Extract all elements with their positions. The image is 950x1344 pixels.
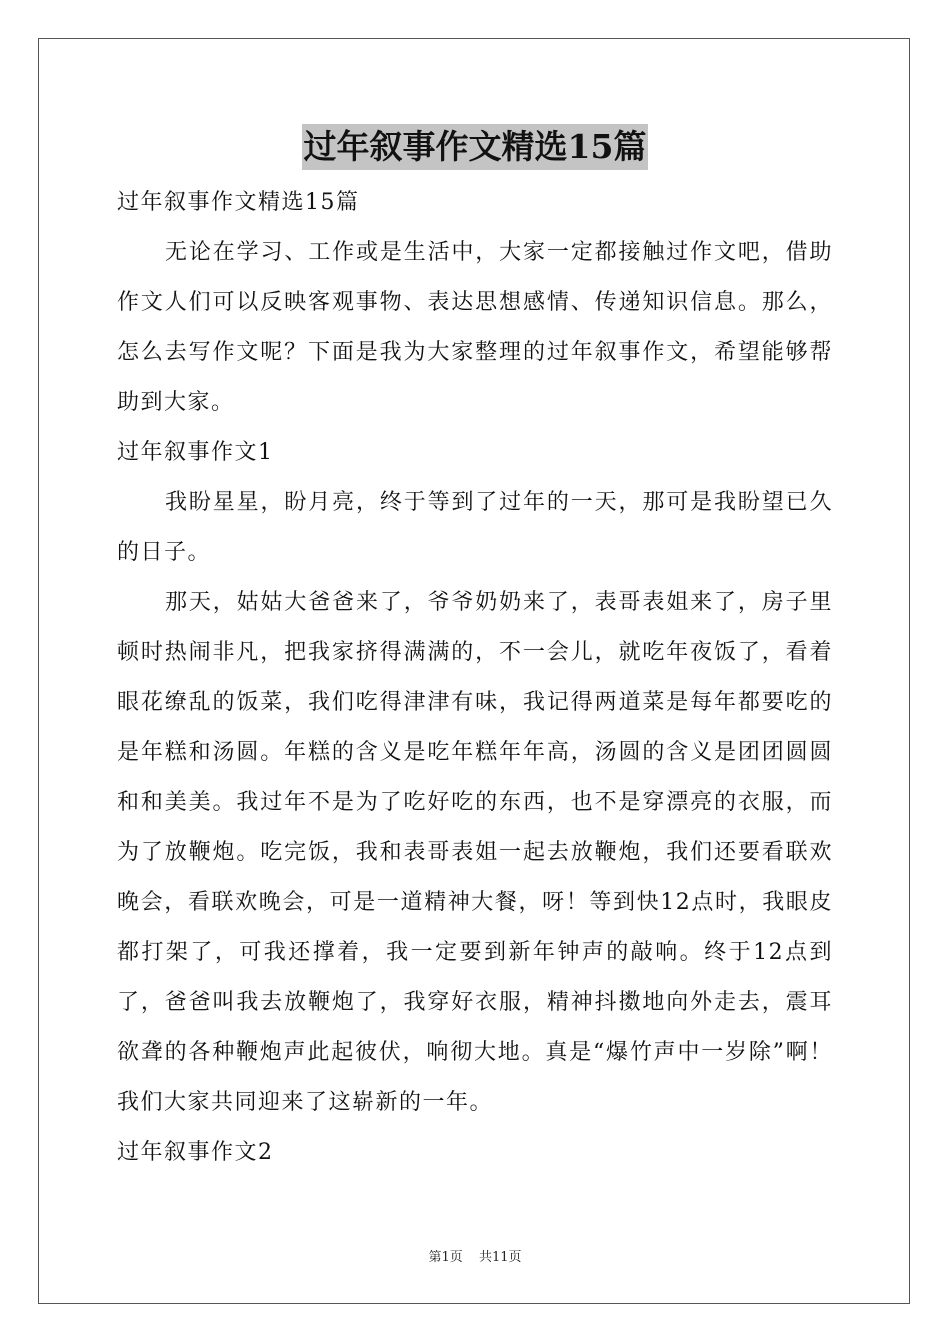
essay-1-paragraph-1: 我盼星星，盼月亮，终于等到了过年的一天，那可是我盼望已久的日子。 bbox=[117, 490, 833, 565]
title-container bbox=[0, 124, 950, 170]
page-number: 第1页 bbox=[428, 1250, 463, 1265]
subheading-essay-2: 过年叙事作文2 bbox=[117, 1140, 274, 1165]
subheading-essay-1: 过年叙事作文1 bbox=[117, 440, 274, 465]
intro-paragraph: 无论在学习、工作或是生活中，大家一定都接触过作文吧，借助作文人们可以反映客观事物、表达思想感情、传递知识信息。那么，怎么去写作文呢？下面是我为大家整理的过年叙事作文，希望能够帮助到大家。 bbox=[117, 240, 833, 415]
page-footer bbox=[0, 1246, 950, 1265]
document-title: 过年叙事作文精选15篇 bbox=[302, 124, 649, 170]
subheading-intro: 过年叙事作文精选15篇 bbox=[117, 190, 360, 215]
page-total: 共11页 bbox=[478, 1250, 522, 1265]
document-body bbox=[117, 178, 833, 1178]
essay-1-paragraph-2: 那天，姑姑大爸爸来了，爷爷奶奶来了，表哥表姐来了，房子里顿时热闹非凡，把我家挤得满满的，不一会儿，就吃年夜饭了，看着眼花缭乱的饭菜，我们吃得津津有味，我记得两道菜是每年都要吃的是年糕和汤圆。年糕的含义是吃年糕年年高，汤圆的含义是团团圆圆和和美美。我过年不是为了吃好吃的东西，也不是穿漂亮的衣服，而为了放鞭炮。吃完饭，我和表哥表姐一起去放鞭炮，我们还要看联欢晚会，看联欢晚会，可是一道精神大餐，呀！等到快12点时，我眼皮都打架了，可我还撑着，我一定要到新年钟声的敲响。终于12点到了，爸爸叫我去放鞭炮了，我穿好衣服，精神抖擞地向外走去，震耳欲聋的各种鞭炮声此起彼伏，响彻大地。真是“爆竹声中一岁除”啊！我们大家共同迎来了这崭新的一年。 bbox=[117, 590, 833, 1115]
